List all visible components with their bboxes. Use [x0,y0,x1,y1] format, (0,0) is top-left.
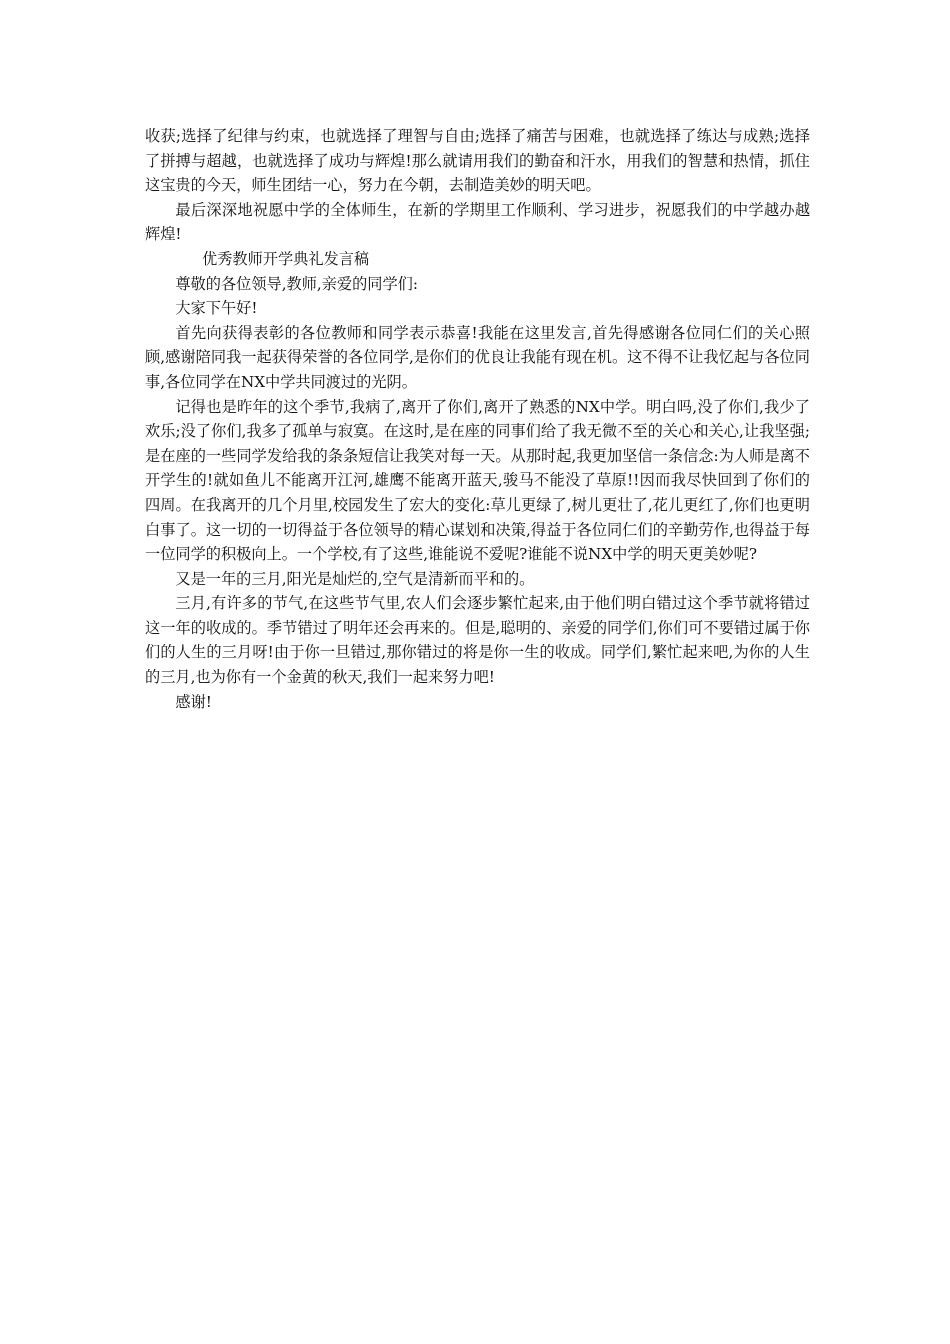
document-page [145,124,810,714]
paragraph-final-thanks: 感谢! [175,692,212,711]
paragraph-memory: 记得也是昨年的这个季节,我病了,离开了你们,离开了熟悉的NX中学。明白吗,没了你们,我少了欢乐;没了你们,我多了孤单与寂寞。在这时,是在座的同事们给了我无微不至的关心和关心,让我坚强;是在座的一些同学发给我的条条短信让我笑对每一天。从那时起,我更加坚信一条信念:为人师是离不开学生的!就如鱼儿不能离开江河,雄鹰不能离开蓝天,骏马不能没了草原!!因而我尽快回到了你们的四周。在我离开的几个月里,校园发生了宏大的变化:草儿更绿了,树儿更壮了,花儿更红了,你们也更明白事了。这一切的一切得益于各位领导的精心谋划和决策,得益于各位同仁们的辛勤劳作,也得益于每一位同学的积极向上。一个学校,有了这些,谁能说不爱呢?谁能不说NX中学的明天更美妙呢? [145,397,810,564]
speech-title: 优秀教师开学典礼发言稿 [202,249,370,268]
paragraph-greeting: 大家下午好! [175,299,258,318]
paragraph-continuation: 收获;选择了纪律与约束，也就选择了理智与自由;选择了痛苦与困难，也就选择了练达与成熟;选择了拼搏与超越，也就选择了成功与辉煌!那么就请用我们的勤奋和汗水，用我们的智慧和热情，抓住这宝贵的今天，师生团结一心，努力在今朝，去制造美妙的明天吧。 [145,127,810,195]
paragraph-salutation: 尊敬的各位领导,教师,亲爱的同学们: [175,274,418,293]
paragraph-thanks-intro: 首先向获得表彰的各位教师和同学表示恭喜!我能在这里发言,首先得感谢各位同仁们的关心照顾,感谢陪同我一起获得荣誉的各位同学,是你们的优良让我能有现在机。这不得不让我忆起与各位同事,各位同学在NX中学共同渡过的光阴。 [145,323,810,391]
paragraph-closing-wish: 最后深深地祝愿中学的全体师生，在新的学期里工作顺利、学习进步，祝愿我们的中学越办越辉煌! [145,200,810,244]
paragraph-march: 又是一年的三月,阳光是灿烂的,空气是清新而平和的。 [175,569,535,588]
paragraph-seasons: 三月,有许多的节气,在这些节气里,农人们会逐步繁忙起来,由于他们明白错过这个季节就将错过这一年的收成的。季节错过了明年还会再来的。但是,聪明的、亲爱的同学们,你们可不要错过属于你们的人生的三月呀!由于你一旦错过,那你错过的将是你一生的收成。同学们,繁忙起来吧,为你的人生的三月,也为你有一个金黄的秋天,我们一起来努力吧! [145,594,810,687]
